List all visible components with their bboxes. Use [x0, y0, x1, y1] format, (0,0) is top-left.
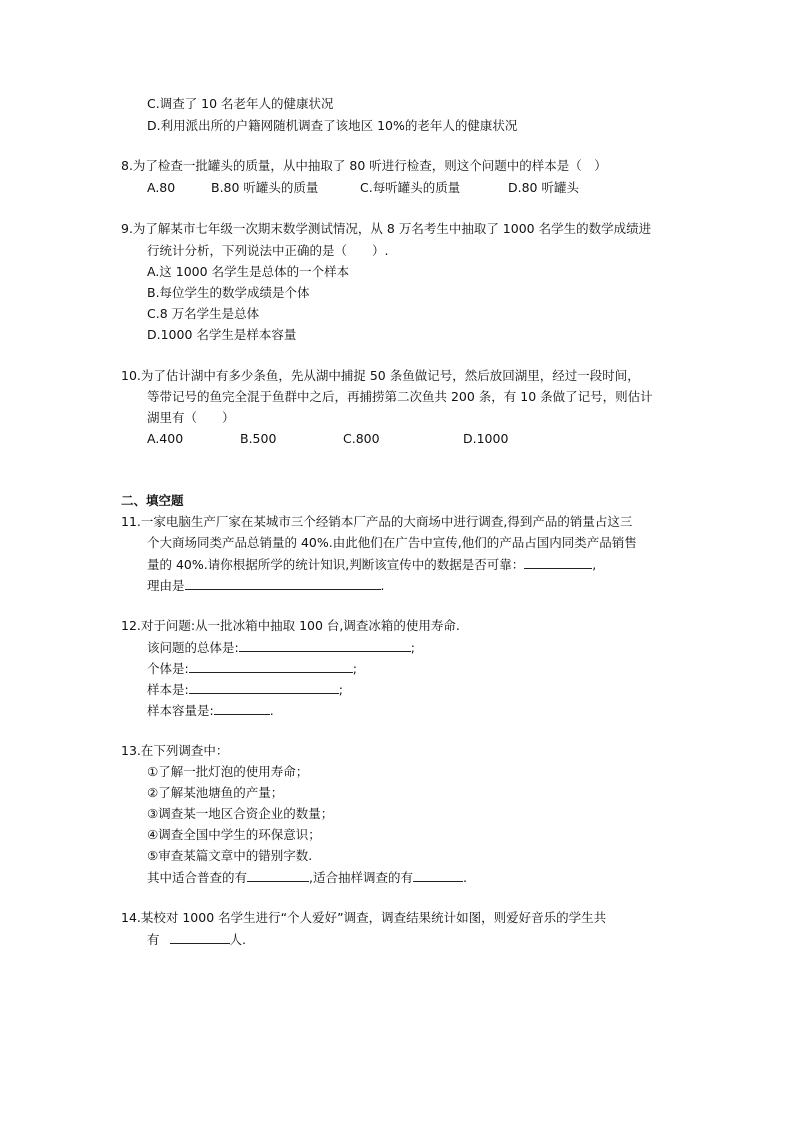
- q12-population-blank[interactable]: [239, 638, 411, 652]
- q13-census-label: 其中适合普查的有: [147, 870, 248, 885]
- q10-option-a: A.400: [147, 431, 184, 446]
- q12-semicolon: ;: [410, 640, 415, 655]
- q12-individual-row: [147, 659, 357, 678]
- q12-sample-blank[interactable]: [189, 680, 339, 694]
- q7-option-d: D.利用派出所的户籍网随机调查了该地区 10%的老年人的健康状况: [147, 118, 518, 133]
- q12-sample-size-row: [147, 701, 274, 720]
- section-title: 二、填空题: [121, 493, 184, 508]
- q11-answer-blank[interactable]: [524, 555, 592, 569]
- q10-stem-line3: 湖里有（ ）: [147, 410, 235, 425]
- q12-population-label: 该问题的总体是:: [147, 640, 239, 655]
- q9-option-c: C.8 万名学生是总体: [147, 306, 260, 321]
- q14-line2: [147, 930, 246, 949]
- q14-answer-blank[interactable]: [170, 930, 230, 944]
- q9-option-a: A.这 1000 名学生是总体的一个样本: [147, 264, 350, 279]
- q13-sampling-blank[interactable]: [413, 868, 463, 882]
- q13-item-2: ②了解某池塘鱼的产量；: [147, 785, 284, 800]
- q12-stem: 12.对于问题:从一批冰箱中抽取 100 台,调查冰箱的使用寿命.: [121, 618, 460, 633]
- q10-option-d: D.1000: [463, 431, 509, 446]
- q9-stem-line2: 行统计分析，下列说法中正确的是（ ）.: [147, 243, 389, 258]
- q10-stem-line2: 等带记号的鱼完全混于鱼群中之后，再捕捞第二次鱼共 200 条，有 10 条做了记号，则估计: [147, 389, 653, 404]
- q12-individual-label: 个体是:: [147, 661, 189, 676]
- q9-option-d: D.1000 名学生是样本容量: [147, 327, 297, 342]
- q14-prefix: 有: [147, 932, 160, 947]
- q11-question-text: 量的 40%.请你根据所学的统计知识,判断该宣传中的数据是否可靠：: [147, 557, 525, 572]
- q9-stem-line1: 9.为了解某市七年级一次期末数学测试情况，从 8 万名考生中抽取了 1000 名学生的数学成绩进: [121, 221, 652, 236]
- q13-item-4: ④调查全国中学生的环保意识；: [147, 827, 321, 842]
- q13-census-blank[interactable]: [247, 868, 309, 882]
- q14-line1: 14.某校对 1000 名学生进行“个人爱好”调查，调查结果统计如图，则爱好音乐的学生共: [121, 910, 607, 925]
- q11-period: .: [380, 578, 385, 593]
- q13-item-5: ⑤审查某篇文章中的错别字数.: [147, 848, 313, 863]
- q13-stem: 13.在下列调查中：: [121, 743, 229, 758]
- q12-semicolon: ;: [352, 661, 357, 676]
- q11-line1: 11.一家电脑生产厂家在某城市三个经销本厂产品的大商场中进行调查,得到产品的销量占这三: [121, 514, 633, 529]
- q12-sample-size-label: 样本容量是:: [147, 703, 214, 718]
- q11-line3: [147, 555, 596, 574]
- q13-ask-row: [147, 868, 467, 887]
- q9-option-b: B.每位学生的数学成绩是个体: [147, 285, 310, 300]
- q12-population-row: [147, 638, 415, 657]
- q11-line2: 个大商场同类产品总销量的 40%.由此他们在广告中宣传,他们的产品占国内同类产品销售: [147, 535, 637, 550]
- q8-stem: 8.为了检查一批罐头的质量，从中抽取了 80 听进行检查，则这个问题中的样本是（ ）: [121, 158, 607, 173]
- q12-sample-label: 样本是:: [147, 682, 189, 697]
- q12-sample-row: [147, 680, 343, 699]
- q13-sampling-label: ,适合抽样调查的有: [309, 870, 413, 885]
- q13-item-1: ①了解一批灯泡的使用寿命；: [147, 764, 309, 779]
- q11-reason-blank[interactable]: [185, 576, 381, 590]
- q10-option-c: C.800: [343, 431, 380, 446]
- q8-option-b: B.80 听罐头的质量: [211, 180, 319, 195]
- q13-period: .: [463, 870, 467, 885]
- q10-option-b: B.500: [240, 431, 277, 446]
- q8-option-a: A.80: [147, 180, 176, 195]
- q11-comma: ,: [592, 557, 597, 572]
- q12-individual-blank[interactable]: [189, 659, 353, 673]
- q13-item-3: ③调查某一地区合资企业的数量；: [147, 806, 334, 821]
- q12-semicolon: ;: [338, 682, 343, 697]
- q10-stem-line1: 10.为了估计湖中有多少条鱼，先从湖中捕捉 50 条鱼做记号，然后放回湖里，经过一段时间，: [121, 368, 640, 383]
- q8-option-c: C.每听罐头的质量: [360, 180, 461, 195]
- q14-suffix: 人.: [229, 932, 246, 947]
- q7-option-c: C.调查了 10 名老年人的健康状况: [147, 96, 334, 111]
- q12-sample-size-blank[interactable]: [214, 701, 270, 715]
- q8-option-d: D.80 听罐头: [508, 180, 579, 195]
- q11-line4: [147, 576, 385, 595]
- q12-period: .: [269, 703, 274, 718]
- q11-reason-label: 理由是: [147, 578, 185, 593]
